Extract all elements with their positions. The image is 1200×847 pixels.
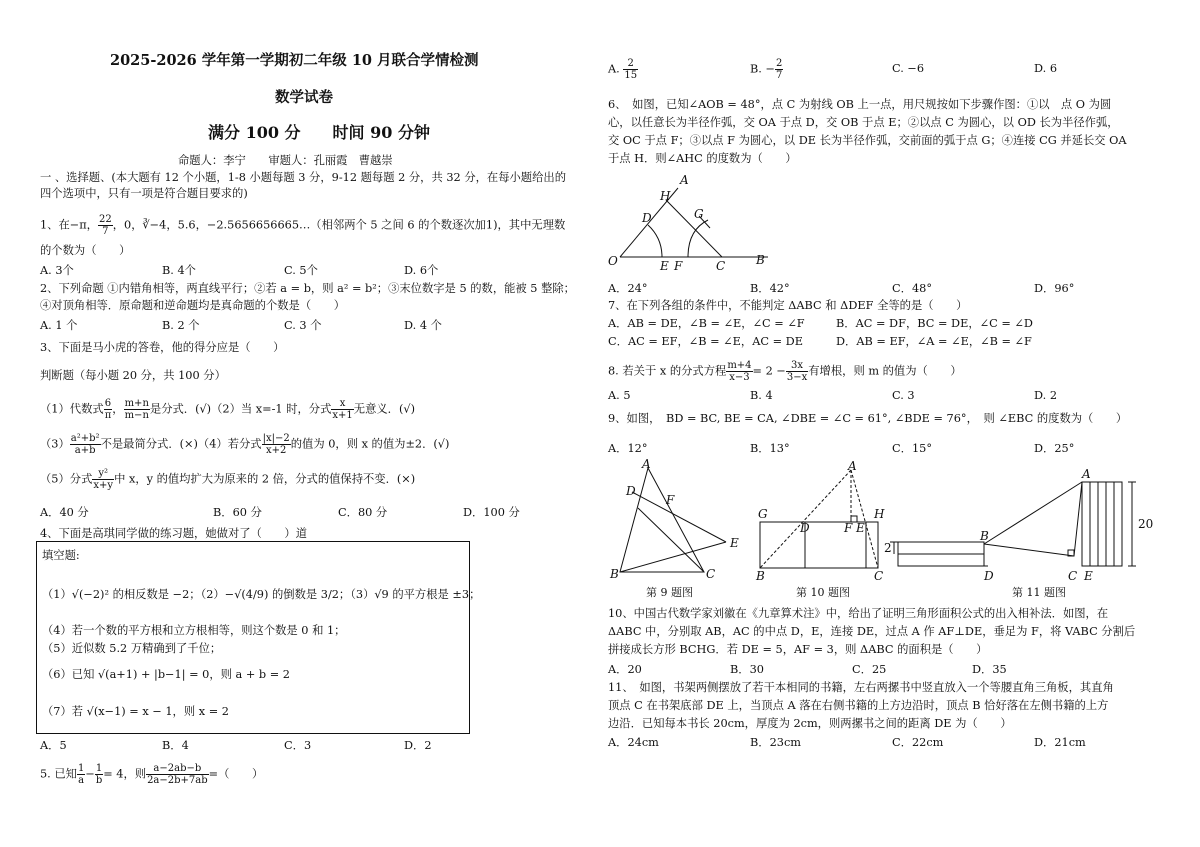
arc-de (648, 225, 662, 257)
q9-option-d: D．25° (1034, 442, 1075, 455)
q2-option-b: B. 2 个 (162, 319, 200, 332)
figure-10 (760, 470, 878, 568)
q9-option-b: B．13° (750, 442, 790, 455)
q11-option-b: B．23cm (750, 736, 802, 749)
svg-text:E: E (1084, 569, 1093, 583)
q6-figure (608, 170, 788, 270)
q11-option-d: D．21cm (1034, 736, 1086, 749)
svg-text:B: B (756, 569, 765, 583)
q6-line3: 交 OC 于点 F；③以点 F 为圆心，以 DE 长为半径作弧，交前面的弧于点 G；④连接 CG 并延长交 OA (608, 134, 1127, 147)
q11-option-c: C．22cm (892, 736, 944, 749)
svg-text:2: 2 (884, 541, 892, 555)
svg-text:第 11 题图: 第 11 题图 (1012, 586, 1066, 598)
q5-option-a: A. $\frac{2}{15}$ (608, 58, 638, 81)
q2-option-d: D. 4 个 (404, 319, 442, 332)
svg-text:D: D (800, 521, 810, 535)
q10-option-b: B．30 (730, 663, 764, 676)
q1-option-b: B. 4个 (162, 264, 196, 277)
svg-text:F: F (666, 493, 675, 507)
q2-line1: 2、下列命题 ①内错角相等，两直线平行；②若 a = b，则 a² = b²；③末位数字是 5 的数，能被 5 整除； (40, 282, 575, 295)
figures-9-10-11 (608, 458, 1168, 598)
q4-line7: （7）若 √(x−1) = x − 1，则 x = 2 (42, 705, 229, 718)
svg-text:D: D (626, 484, 636, 498)
q6-line4: 于点 H．则∠AHC 的度数为（ ） (608, 152, 797, 165)
q3-stem: 3、下面是马小虎的答卷，他的得分应是（ ） (40, 341, 285, 354)
q2-option-a: A. 1 个 (40, 319, 78, 332)
q9-stem: 9、如图， BD = BC, BE = CA, ∠DBE = ∠C = 61°, ∠BDE = 76°， 则 ∠EBC 的度数为（ ） (608, 412, 1128, 425)
svg-text:B: B (756, 253, 765, 267)
svg-text:第 10 题图: 第 10 题图 (796, 586, 850, 598)
q7-option-b: B．AC = DF，BC = DE，∠C = ∠D (836, 317, 1033, 330)
svg-text:第 9 题图: 第 9 题图 (646, 586, 693, 598)
q1-fraction: $\frac{22}{7}$ (98, 214, 112, 237)
subject-title: 数学试卷 (275, 89, 333, 106)
q6-option-d: D．96° (1034, 282, 1075, 295)
q10-line1: 10、中国古代数学家刘徽在《九章算术注》中，给出了证明三角形面积公式的出入相补法．如图，在 (608, 607, 1109, 620)
q1-option-a: A. 3个 (40, 264, 74, 277)
q5-option-c: C. −6 (892, 62, 925, 75)
score-time: 满分 100 分 时间 90 分钟 (208, 123, 430, 142)
q1-line1: 1、在−π， $\frac{22}{7}$ ，0，∛−4，5.6，−2.5656656665…（相邻两个 5 之间 6 的个数逐次加1)，其中无理数 (40, 214, 566, 237)
q4-stem: 4、下面是高琪同学做的练习题，她做对了（ ）道 (40, 527, 308, 540)
svg-text:C: C (706, 567, 716, 581)
q9-option-c: C．15° (892, 442, 932, 455)
svg-text:H: H (660, 189, 671, 203)
q6-line2: 心，以任意长为半径作弧，交 OA 于点 D，交 OB 于点 E；②以点 C 为圆心，以 OD 长为半径作弧， (608, 116, 1119, 129)
q6-line1: 6、 如图，已知∠AOB = 48°，点 C 为射线 OB 上一点，用尺规按如下步骤作图：①以 点 O 为圆 (608, 98, 1112, 111)
q3-judge: 判断题（每小题 20 分，共 100 分） (40, 369, 226, 382)
q7-option-c: C．AC = EF，∠B = ∠E，AC = DE (608, 335, 803, 348)
q9-option-a: A．12° (608, 442, 648, 455)
q11-line3: 边沿．已知每本书长 20cm，厚度为 2cm，则两摞书之间的距离 DE 为（ ） (608, 717, 1012, 730)
q11-line2: 顶点 C 在书架底部 DE 上，当顶点 A 落在右侧书籍的上方边沿时，顶点 B 恰好落在左侧书籍的上方 (608, 699, 1109, 712)
q1-line2: 的个数为（ ） (40, 244, 131, 257)
svg-text:A: A (680, 173, 689, 187)
svg-text:G: G (694, 207, 704, 221)
q3-option-c: C．80 分 (338, 506, 388, 519)
svg-text:D: D (642, 211, 652, 225)
svg-text:C: C (1068, 569, 1078, 583)
q7-option-a: A．AB = DE，∠B = ∠E，∠C = ∠F (608, 317, 805, 330)
q8-option-a: A. 5 (608, 389, 631, 402)
q4-option-d: D．2 (404, 739, 432, 752)
svg-text:20: 20 (1138, 517, 1154, 531)
q10-option-a: A．20 (608, 663, 642, 676)
q7-stem: 7、在下列各组的条件中，不能判定 ΔABC 和 ΔDEF 全等的是（ ） (608, 299, 968, 312)
q4-option-b: B．4 (162, 739, 189, 752)
q6-option-a: A．24° (608, 282, 648, 295)
q4-line4: （4）若一个数的平方根和立方根相等，则这个数是 0 和 1； (42, 624, 346, 637)
q3-item3: （3） $\frac{\text{a²+b²}}{a+b}$ 不是最简分式．(×)（4）若分式 $\frac{|x|-2}{x+2}$ 的值为 0，则 x 的值为±2．(√) (40, 433, 450, 456)
q4-option-a: A．5 (40, 739, 67, 752)
q10-line3: 拼接成长方形 BCHG．若 DE = 5，AF = 3，则 ΔABC 的面积是（ ） (608, 643, 988, 656)
svg-text:E: E (856, 521, 865, 535)
q6-option-b: B．42° (750, 282, 790, 295)
svg-text:H: H (874, 507, 885, 521)
svg-text:A: A (1082, 467, 1091, 481)
q3-item1: （1）代数式 $\frac{6}{\pi}$ ， $\frac{m+n}{m-n}$ 是分式．(√)（2）当 x=-1 时，分式 $\frac{x}{x+1}$ 无意义．(√) (40, 398, 415, 421)
svg-text:C: C (874, 569, 884, 583)
q8-option-c: C. 3 (892, 389, 915, 402)
q3-option-b: B．60 分 (213, 506, 262, 519)
q4-option-c: C．3 (284, 739, 312, 752)
svg-text:F: F (844, 521, 853, 535)
q5-stem: 5. 已知 $\frac{1}{a}$ − $\frac{1}{b}$ = 4，则 $\frac{a-2ab-b}{2a-2b+7ab}$ =（ ） (40, 763, 264, 786)
figure-9 (620, 468, 726, 572)
svg-text:C: C (716, 259, 726, 270)
q4-line5: （5）近似数 5.2 万精确到了千位； (42, 642, 222, 655)
section1-line1: 一 、选择题、(本大题有 12 个小题，1-8 小题每题 3 分，9-12 题每题 2 分，共 32 分，在每小题给出的 (40, 171, 566, 184)
section1-line2: 四个选项中，只有一项是符合题目要求的) (40, 187, 248, 200)
svg-text:E: E (660, 259, 669, 270)
q8-option-b: B. 4 (750, 389, 773, 402)
q4-box-title: 填空题: (42, 549, 80, 562)
svg-text:G: G (758, 507, 768, 521)
svg-text:B: B (980, 529, 989, 543)
q11-line1: 11、 如图，书架两侧摆放了若干本相同的书籍，左右两摞书中竖直放入一个等腰直角三角板，其直角 (608, 681, 1114, 694)
svg-text:A: A (848, 459, 857, 473)
q1-option-d: D. 6个 (404, 264, 439, 277)
svg-text:A: A (642, 458, 651, 471)
q8-option-d: D. 2 (1034, 389, 1058, 402)
q3-option-a: A．40 分 (40, 506, 89, 519)
q5-option-b: B. − $\frac{2}{7}$ (750, 58, 783, 81)
q8-stem: 8. 若关于 x 的分式方程 $\frac{m+4}{x-3}$ = 2 − $\frac{3x}{3-x}$ 有增根，则 m 的值为（ ） (608, 360, 962, 383)
q10-option-c: C．25 (852, 663, 887, 676)
q2-option-c: C. 3 个 (284, 319, 322, 332)
q5-option-d: D. 6 (1034, 62, 1058, 75)
q4-line6: （6）已知 √(a+1) + |b−1| = 0，则 a + b = 2 (42, 668, 290, 681)
q7-option-d: D．AB = EF，∠A = ∠E，∠B = ∠F (836, 335, 1032, 348)
q10-line2: ΔABC 中，分别取 AB，AC 的中点 D，E，连接 DE，过点 A 作 AF⊥DE，垂足为 F，将 VABC 分割后 (608, 625, 1136, 638)
q6-option-c: C．48° (892, 282, 932, 295)
exam-title: 2025-2026 学年第一学期初二年级 10 月联合学情检测 (110, 52, 479, 69)
q10-option-d: D．35 (972, 663, 1007, 676)
svg-text:B: B (610, 567, 619, 581)
authors: 命题人：李宁 审题人：孔丽霞 曹越崇 (178, 154, 393, 167)
q4-line1: （1）√(−2)² 的相反数是 −2；（2）−√(4/9) 的倒数是 3/2；（3）√9 的平方根是 ±3； (42, 588, 481, 601)
q2-line2: ④对顶角相等．原命题和逆命题均是真命题的个数是（ ） (40, 299, 346, 312)
q1-option-c: C. 5个 (284, 264, 318, 277)
svg-text:E: E (730, 536, 739, 550)
q3-item5: （5）分式 $\frac{\text{y²}}{x+y}$ 中 x，y 的值均扩大为原来的 2 倍，分式的值保持不变．(×) (40, 468, 416, 491)
svg-text:F: F (674, 259, 683, 270)
q3-option-d: D．100 分 (463, 506, 520, 519)
q11-option-a: A．24cm (608, 736, 659, 749)
svg-text:O: O (608, 254, 618, 268)
figure-11 (890, 482, 1136, 566)
svg-text:D: D (984, 569, 994, 583)
